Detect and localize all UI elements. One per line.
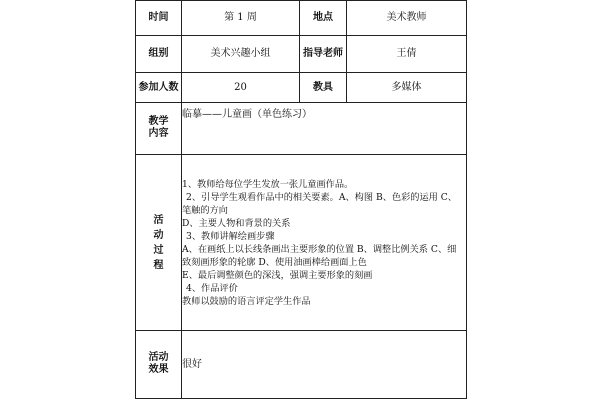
process-line: 教师以鼓励的语言评定学生作品 <box>182 295 311 307</box>
row-content <box>136 103 467 155</box>
process-line: 致刻画形象的轮廓 D、使用油画棒给画面上色 <box>182 256 367 268</box>
process-line: 笔触的方向 <box>182 204 228 216</box>
teaching-tools-label: 教具 <box>300 73 347 103</box>
row-process <box>136 155 467 331</box>
row-effect <box>136 331 467 399</box>
row-time-place <box>136 1 467 36</box>
activity-process-label-text: 活动过程 <box>153 214 164 271</box>
process-line: A、在画纸上以长线条画出主要形象的位置 B、调整比例关系 C、细 <box>182 243 457 255</box>
activity-effect-label <box>136 331 182 399</box>
teaching-content-label-line2: 内容 <box>148 128 169 139</box>
process-line: D、主要人物和背景的关系 <box>182 217 291 229</box>
participant-count-label: 参加人数 <box>136 73 182 103</box>
group-value: 美术兴趣小组 <box>182 36 300 73</box>
process-line: 1、教师给每位学生发放一张儿童画作品。 <box>182 178 354 190</box>
process-line: E、最后调整颜色的深浅，强调主要形象的刻画 <box>182 269 373 281</box>
activity-effect-value: 很好 <box>182 331 467 399</box>
time-label: 时间 <box>136 1 182 36</box>
teaching-content-label-line1: 教学 <box>148 116 169 127</box>
row-count-tools <box>136 73 467 103</box>
activity-process-content <box>182 155 467 331</box>
process-line: 3、教师讲解绘画步骤 <box>186 230 275 242</box>
participant-count-value: 20 <box>182 73 300 103</box>
activity-process-label <box>136 155 182 331</box>
teacher-label: 指导老师 <box>300 36 347 73</box>
process-line: 2、引导学生观看作品中的相关要素。A、构图 B、色彩的运用 C、 <box>186 191 457 203</box>
lesson-record-sheet <box>135 0 466 400</box>
teacher-value: 王倩 <box>347 36 467 73</box>
teaching-content-value: 临摹——儿童画（单色练习） <box>182 103 467 155</box>
place-value: 美术教师 <box>347 1 467 36</box>
teaching-content-label <box>136 103 182 155</box>
row-group-teacher <box>136 36 467 73</box>
place-label: 地点 <box>300 1 347 36</box>
process-line: 4、作品评价 <box>186 282 238 294</box>
time-value: 第 1 周 <box>182 1 300 36</box>
lesson-record-table <box>135 0 467 399</box>
activity-effect-label-line2: 效果 <box>148 364 169 375</box>
group-label: 组别 <box>136 36 182 73</box>
teaching-tools-value: 多媒体 <box>347 73 467 103</box>
activity-effect-label-line1: 活动 <box>148 352 169 363</box>
